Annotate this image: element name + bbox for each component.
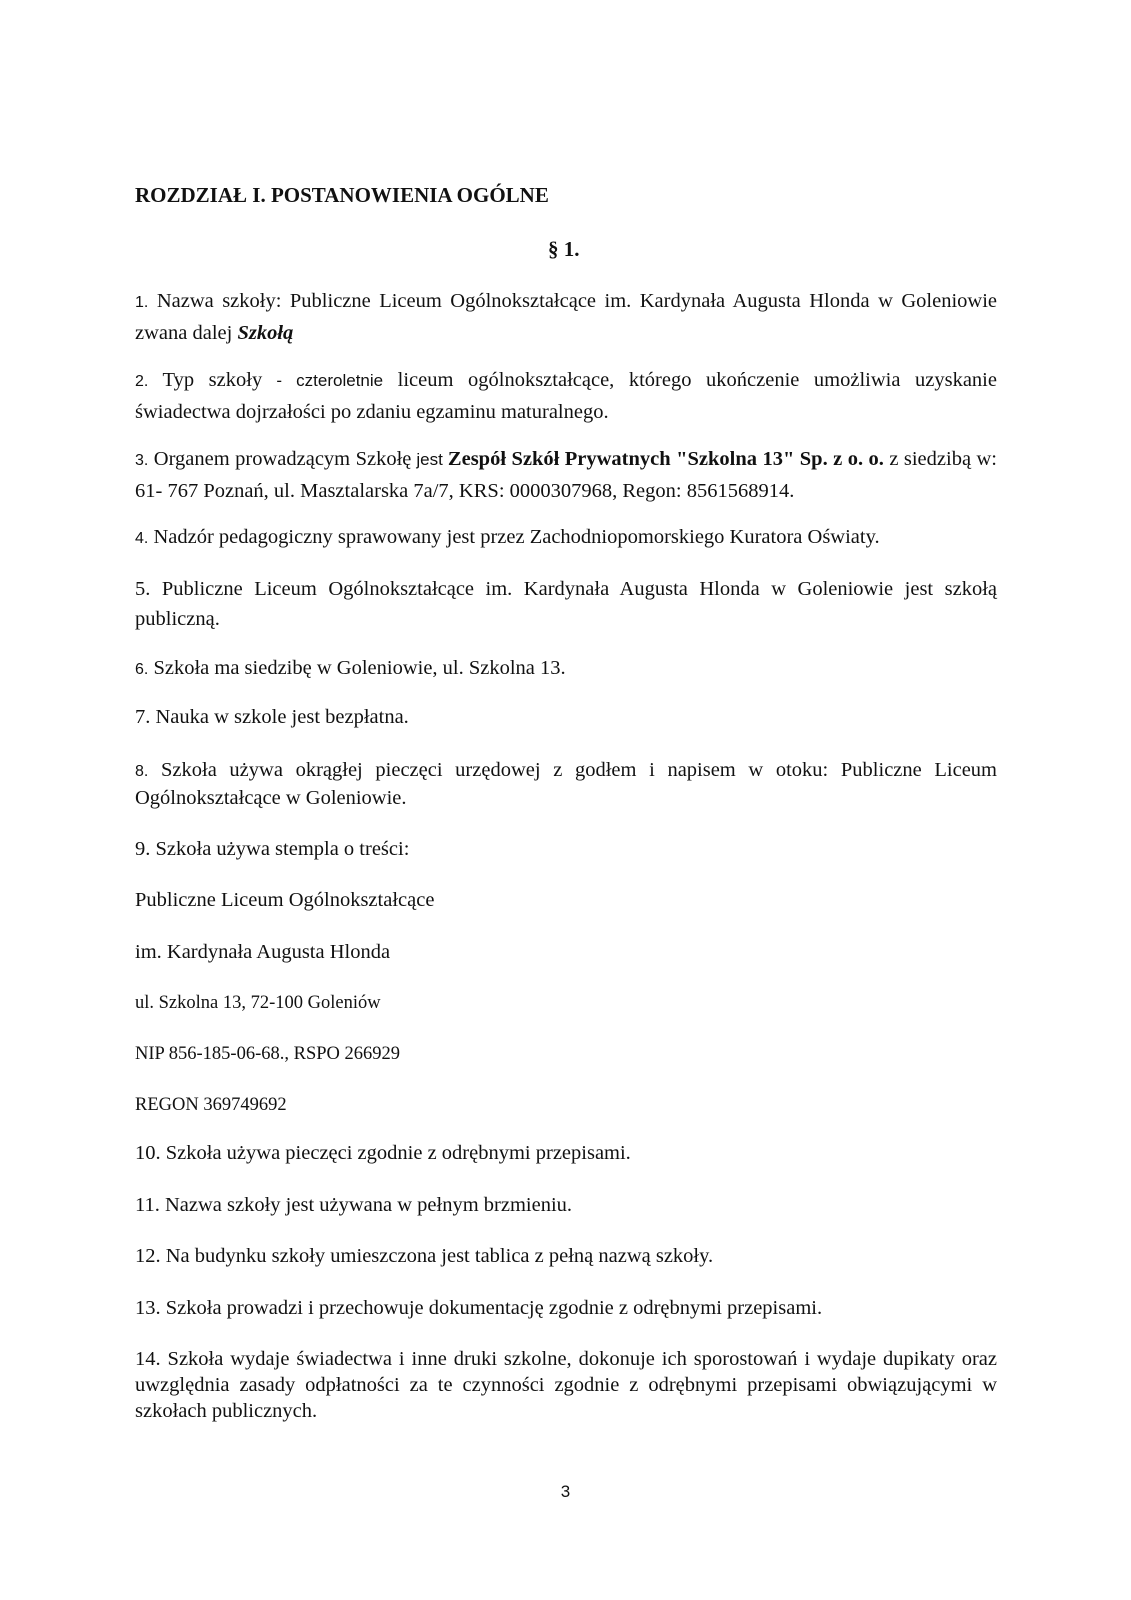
item-11: 11. Nazwa szkoły jest używana w pełnym brzmieniu. [135,1194,573,1216]
item-3-text-b: jest [411,450,448,469]
stamp-line-3: ul. Szkolna 13, 72-100 Goleniów [135,993,381,1013]
stamp-line-5: REGON 369749692 [135,1095,287,1115]
item-1-text: Nazwa szkoły: Publiczne Liceum Ogólnokształcące im. Kardynała Augusta Hlonda w Goleniowie zwana dalej [135,290,998,344]
page-number: 3 [560,1482,571,1501]
item-8-number: 8. [135,763,149,780]
stamp-line-2: im. Kardynała Augusta Hlonda [135,941,391,963]
item-3-text-c: z siedzibą w: 61- 767 Poznań, ul. Masztalarska 7a/7, KRS: 0000307968, Regon: 8561568914. [135,448,997,502]
item-3-number: 3. [135,452,149,469]
item-1-number: 1. [135,294,149,311]
item-9: 9. Szkoła używa stempla o treści: [135,838,410,860]
item-6-text: Szkoła ma siedzibę w Goleniowie, ul. Szkolna 13. [148,657,566,679]
item-3-bold: Zespół Szkół Prywatnych "Szkolna 13" Sp. z o. o. [447,448,884,470]
item-2-text-a: Typ szkoły [148,369,263,391]
chapter-title: ROZDZIAŁ I. POSTANOWIENIA OGÓLNE [135,183,549,207]
item-2-number: 2. [135,373,149,390]
item-4 [135,522,997,554]
stamp-line-1: Publiczne Liceum Ogólnokształcące [135,889,435,911]
item-2-text-b: - czteroletnie [262,371,384,390]
item-10: 10. Szkoła używa pieczęci zgodnie z odrębnymi przepisami. [135,1142,631,1164]
item-6-number: 6. [135,661,149,678]
item-4-number: 4. [135,530,149,547]
item-8-text: Szkoła używa okrągłej pieczęci urzędowej z godłem i napisem w otoku: Publiczne Liceum Ogólnokształcące w Goleniowie. [135,759,997,809]
item-2-text-c: liceum ogólnokształcące, którego ukończenie umożliwia uzyskanie świadectwa dojrzałości po zdaniu egzaminu maturalnego. [135,369,997,423]
item-12: 12. Na budynku szkoły umieszczona jest tablica z pełną nazwą szkoły. [135,1245,714,1267]
item-3-text-a: Organem prowadzącym Szkołę [148,448,412,470]
item-3 [135,444,997,506]
item-6 [135,653,997,685]
item-7: 7. Nauka w szkole jest bezpłatna. [135,706,409,728]
item-13: 13. Szkoła prowadzi i przechowuje dokumentację zgodnie z odrębnymi przepisami. [135,1297,823,1319]
item-14: 14. Szkoła wydaje świadectwa i inne druki szkolne, dokonuje ich sporostowań i wydaje dupikaty oraz uwzględnia zasady odpłatności za te czynności zgodnie z odrębnymi przepisami obwiązującymi w szkołach publicznych. [135,1348,997,1422]
item-4-text: Nadzór pedagogiczny sprawowany jest przez Zachodniopomorskiego Kuratora Oświaty. [148,526,880,548]
item-2 [135,365,997,427]
item-1 [135,286,997,348]
item-1-emphasis: Szkołą [237,322,294,344]
item-5: 5. Publiczne Liceum Ogólnokształcące im. Kardynała Augusta Hlonda w Goleniowie jest szkołą publiczną. [135,578,997,630]
section-sign: § 1. [548,237,580,261]
item-8 [135,757,997,812]
stamp-line-4: NIP 856-185-06-68., RSPO 266929 [135,1044,401,1064]
